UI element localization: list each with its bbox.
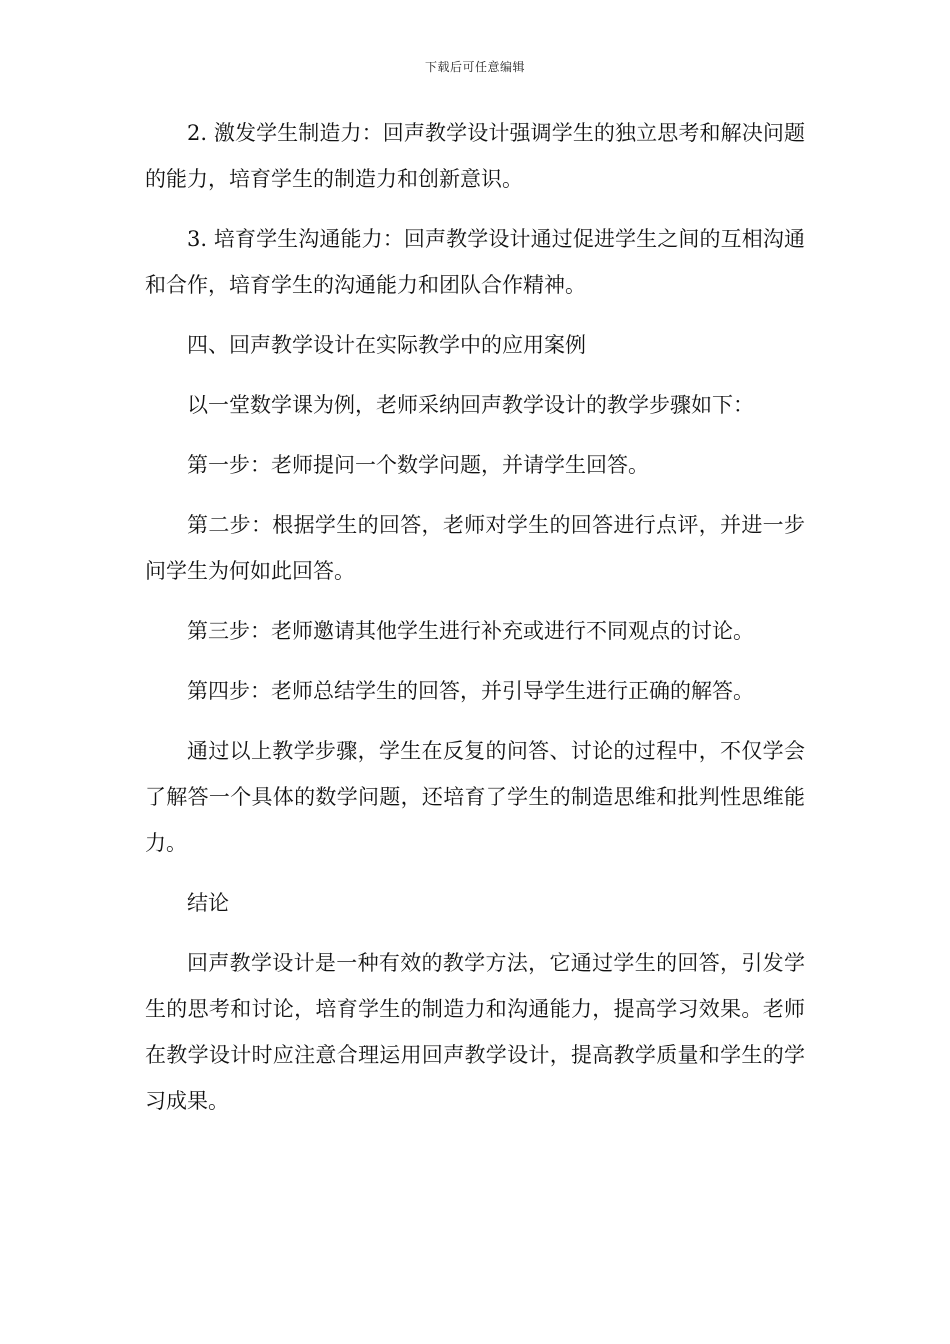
- paragraph-summary-steps: 通过以上教学步骤，学生在反复的问答、讨论的过程中，不仅学会了解答一个具体的数学问题，还培育了学生的制造思维和批判性思维能力。: [145, 739, 805, 855]
- paragraph-step-four: 第四步：老师总结学生的回答，并引导学生进行正确的解答。: [187, 679, 754, 703]
- section-heading-case: 四、回声教学设计在实际教学中的应用案例: [187, 333, 586, 357]
- paragraph-step-three: 第三步：老师邀请其他学生进行补充或进行不同观点的讨论。: [187, 619, 754, 643]
- paragraph-creativity: 2. 激发学生制造力：回声教学设计强调学生的独立思考和解决问题的能力，培育学生的制造力和创新意识。: [145, 121, 805, 191]
- paragraph-conclusion: 回声教学设计是一种有效的教学方法，它通过学生的回答，引发学生的思考和讨论，培育学生的制造力和沟通能力，提高学习效果。老师在教学设计时应注意合理运用回声教学设计，提高教学质量和学生的学习成果。: [145, 951, 805, 1113]
- paragraph-step-two: 第二步：根据学生的回答，老师对学生的回答进行点评，并进一步问学生为何如此回答。: [145, 513, 805, 583]
- paragraph-example-intro: 以一堂数学课为例，老师采纳回声教学设计的教学步骤如下：: [187, 393, 754, 417]
- paragraph-communication: 3. 培育学生沟通能力：回声教学设计通过促进学生之间的互相沟通和合作，培育学生的沟通能力和团队合作精神。: [145, 227, 805, 297]
- section-heading-conclusion: 结论: [187, 891, 229, 915]
- document-body: [145, 110, 805, 1138]
- paragraph-step-one: 第一步：老师提问一个数学问题，并请学生回答。: [187, 453, 649, 477]
- page-header: 下载后可任意编辑: [424, 60, 525, 74]
